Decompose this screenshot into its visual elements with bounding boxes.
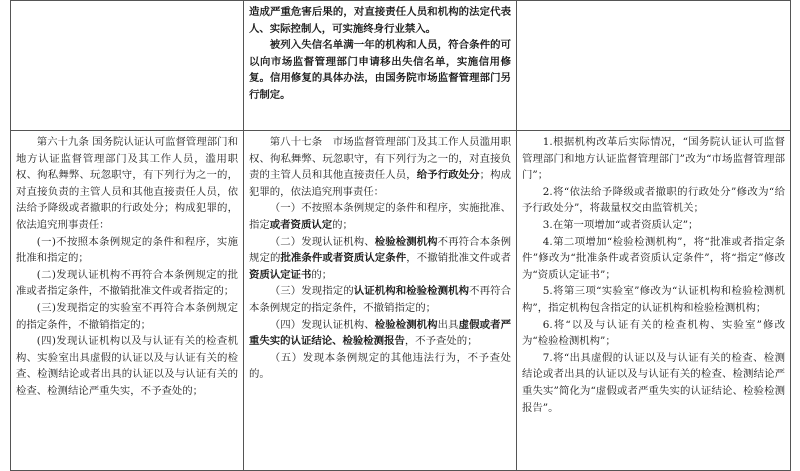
bold-text: 检验检测机构 [374,235,438,248]
text-run: 的； [311,268,333,281]
bold-text: 虚假或者严重失实的认证结论、检验检测报告 [249,318,512,348]
text-run: ，不撤销批准文件或者 [406,252,512,265]
paragraph: (四)发现认证机构以及与认证有关的检查机构、实验室出具虚假的认证以及与认证有关的检查、检测结论或者出具的认证以及与认证有关的检查、检测结论严重失实，不予查处的； [16,335,238,397]
text-run: （三）发现指定的 [269,285,354,298]
paragraph: 5.将第三项“实验室”修改为“认证机构和检验检测机构”，指定机构包含指定的认证机构和检验检测机构； [522,285,785,314]
text-run: 不再符合本条例规定的 [249,235,512,265]
paragraph: 1.根据机构改革后实际情况，“国务院认证认可监督管理部门和地方认证监督管理部门”改为“市场监督管理部门”； [522,136,785,182]
paragraph: 造成严重危害后果的，对直接责任人员和机构的法定代表人、实际控制人，可实施终身行业禁入。 [249,6,511,35]
comparison-table [10,0,791,471]
table-row [11,1,791,131]
text-run: ；构成犯罪的，依法追究刑事责任： [249,169,512,198]
paragraph: 4.第二项增加“检验检测机构”，将“批准或者指定条件”修改为“批准条件或者资质认定条件”，将“指定”修改为“资质认定证书”； [522,235,785,281]
paragraph: 6.将“以及与认证有关的检查机构、实验室”修改为“检验检测机构”； [522,318,785,348]
cell-explanation [517,131,791,471]
paragraph [249,317,511,350]
bold-text: 认证机构和检验检测机构 [353,285,470,298]
paragraph: (一)不按照本条例规定的条件和程序，实施批准和指定的； [16,235,238,265]
text-run: 的； [332,218,353,231]
text-run: ，不予查处的； [404,335,478,348]
text-run: 出具 [437,318,459,331]
paragraph [249,283,511,316]
text-run: （二）发现认证机构、 [269,235,375,248]
paragraph: (二)发现认证机构不再符合本条例规定的批准或者指定条件，不撤销批准文件或者指定的； [16,268,238,298]
cell-new-text-top [244,1,517,131]
text-run: 不再符合本条例规定的指定条件，不撤销指定的； [249,285,512,314]
cell-old-article-69 [11,131,244,471]
cell-old-text-top [11,1,244,131]
bold-text: 或者资质认定 [269,218,333,231]
paragraph: (三)发现指定的实验室不再符合本条例规定的指定条件，不撤销指定的； [16,301,238,331]
paragraph [249,200,511,233]
paragraph: 被列入失信名单满一年的机构和人员，符合条件的可以向市场监督管理部门申请移出失信名单，实施信用修复。信用修复的具体办法，由国务院市场监督管理部门另行制定。 [249,39,511,101]
text-run: （一）不按照本条例规定的条件和程序，实施批准、指定 [249,202,511,231]
paragraph [249,134,511,200]
table-row [11,131,791,471]
bold-text: 检验检测机构 [374,318,438,331]
text-run: （四）发现认证机构、 [269,318,375,331]
paragraph: 第六十九条 国务院认证认可监督管理部门和地方认证监督管理部门及其工作人员，滥用职权、徇私舞弊、玩忽职守，有下列行为之一的，对直接负责的主管人员和其他直接责任人员，依法给予降级或者撤职的行政处分；构成犯罪的，依法追究刑事责任： [16,136,238,231]
paragraph: 2.将“依法给予降级或者撤职的行政处分”修改为“给予行政处分”，将裁量权交由监管机关； [522,185,785,215]
text-run: 第八十七条 市场监督管理部门及其工作人员滥用职权、徇私舞弊、玩忽职守，有下列行为之一的，对直接负责的主管人员和其他直接责任人员， [249,136,511,182]
paragraph: 3.在第一项增加“或者资质认定”； [542,218,699,231]
paragraph [249,234,511,284]
paragraph: 7.将“出具虚假的认证以及与认证有关的检查、检测结论或者出具的认证以及与认证有关的检查、检测结论严重失实”简化为“虚假或者严重失实的认证结论、检验检测报告”。 [522,351,785,414]
bold-text: 批准条件或者资质认定条件 [280,252,407,265]
bold-text: 资质认定证书 [249,268,312,281]
cell-explanation-top [517,1,791,131]
paragraph: （五）发现本条例规定的其他违法行为，不予查处的。 [249,351,511,381]
bold-text: 给予行政处分 [416,169,480,182]
cell-new-article-87 [244,131,517,471]
